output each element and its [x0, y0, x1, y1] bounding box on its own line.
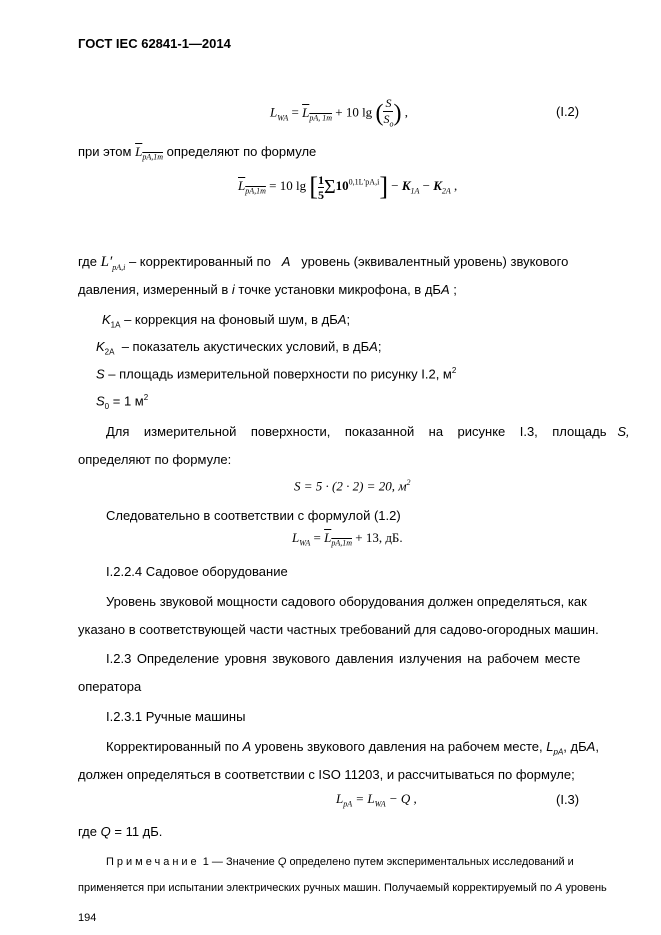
- paragraph-garden: Уровень звуковой мощности садового оборудования должен определяться, как: [106, 594, 587, 609]
- document-header: ГОСТ IEC 62841-1—2014: [78, 36, 231, 51]
- definition-s0: $S_0 = 1$ $м^2$: [96, 393, 149, 411]
- paragraph-consequently: Следовательно в соответствии с формулой (1.2): [106, 508, 401, 523]
- definition-q: где Q = 11 дБ.: [78, 824, 163, 839]
- equation-number: (I.3): [556, 792, 580, 807]
- equation-lwa: $L_{WA} = L_{pA,1m} + 13$, дБ.: [292, 530, 403, 548]
- equation-number: (I.2): [556, 104, 580, 119]
- note: Примечание 1 — Значение Q определено путем экспериментальных исследований и: [106, 856, 574, 868]
- definition-lpa-cont: давления, измеренный в i точке установки микрофона, в дБA ;: [78, 282, 457, 297]
- section-heading: I.2.3 Определение уровня звукового давления излучения на рабочем месте: [106, 651, 581, 666]
- page-number: 194: [78, 912, 97, 924]
- paragraph-hand: Корректированный по A уровень звукового давления на рабочем месте, $L_{pA}$, дБA,: [106, 739, 599, 757]
- definition-k1: $K_{1A}$ – коррекция на фоновый шум, в дБA;: [102, 312, 351, 330]
- equation-i3: $L_{pA} = L_{WA} - Q$ ,: [336, 791, 417, 809]
- equation-sum: $L_{pA,1m} = 10$ lg [ $\frac{1}{5}\Sigma 10^{0,1L'pA,i}] - K_{1A} - K_{2A}$ ,: [238, 172, 458, 202]
- overlined-term: $L_{pA, 1m}$: [302, 104, 332, 123]
- paragraph-surface-cont: определяют по формуле:: [78, 452, 232, 467]
- equation-area: S = 5 · (2 · 2) = 20, $м^2$: [294, 478, 411, 494]
- paragraph-surface: Для измерительной поверхности, показанной на рисунке I.3, площадь S,: [106, 424, 630, 439]
- paragraph-hand-cont: должен определяться в соответствии с ISO 11203, и рассчитываться по формуле;: [78, 767, 575, 782]
- definition-lpa: где $L'_{pA,i}$ – корректированный по A уровень (эквивалентный уровень) звукового: [78, 254, 569, 272]
- definition-s: S – площадь измерительной поверхности по рисунку I.2, $м^2$: [96, 366, 457, 382]
- text-line: при этом $L_{pA,1m}$ определяют по формуле: [78, 144, 317, 162]
- paragraph-garden-cont: указано в соответствующей части частных требований для садово-огородных машин.: [78, 622, 599, 637]
- definition-k2: $K_{2A}$ – показатель акустических условий, в дБA;: [96, 339, 382, 357]
- section-heading: I.2.3.1 Ручные машины: [106, 709, 246, 724]
- section-heading-cont: оператора: [78, 679, 142, 694]
- section-heading: I.2.2.4 Садовое оборудование: [106, 564, 288, 579]
- equation-i2: $L_{WA} = L_{pA, 1m} + 10$ lg ( S $S_o$) ,: [270, 96, 408, 129]
- note-cont: применяется при испытании электрических ручных машин. Получаемый корректируемый по A уровень: [78, 882, 607, 894]
